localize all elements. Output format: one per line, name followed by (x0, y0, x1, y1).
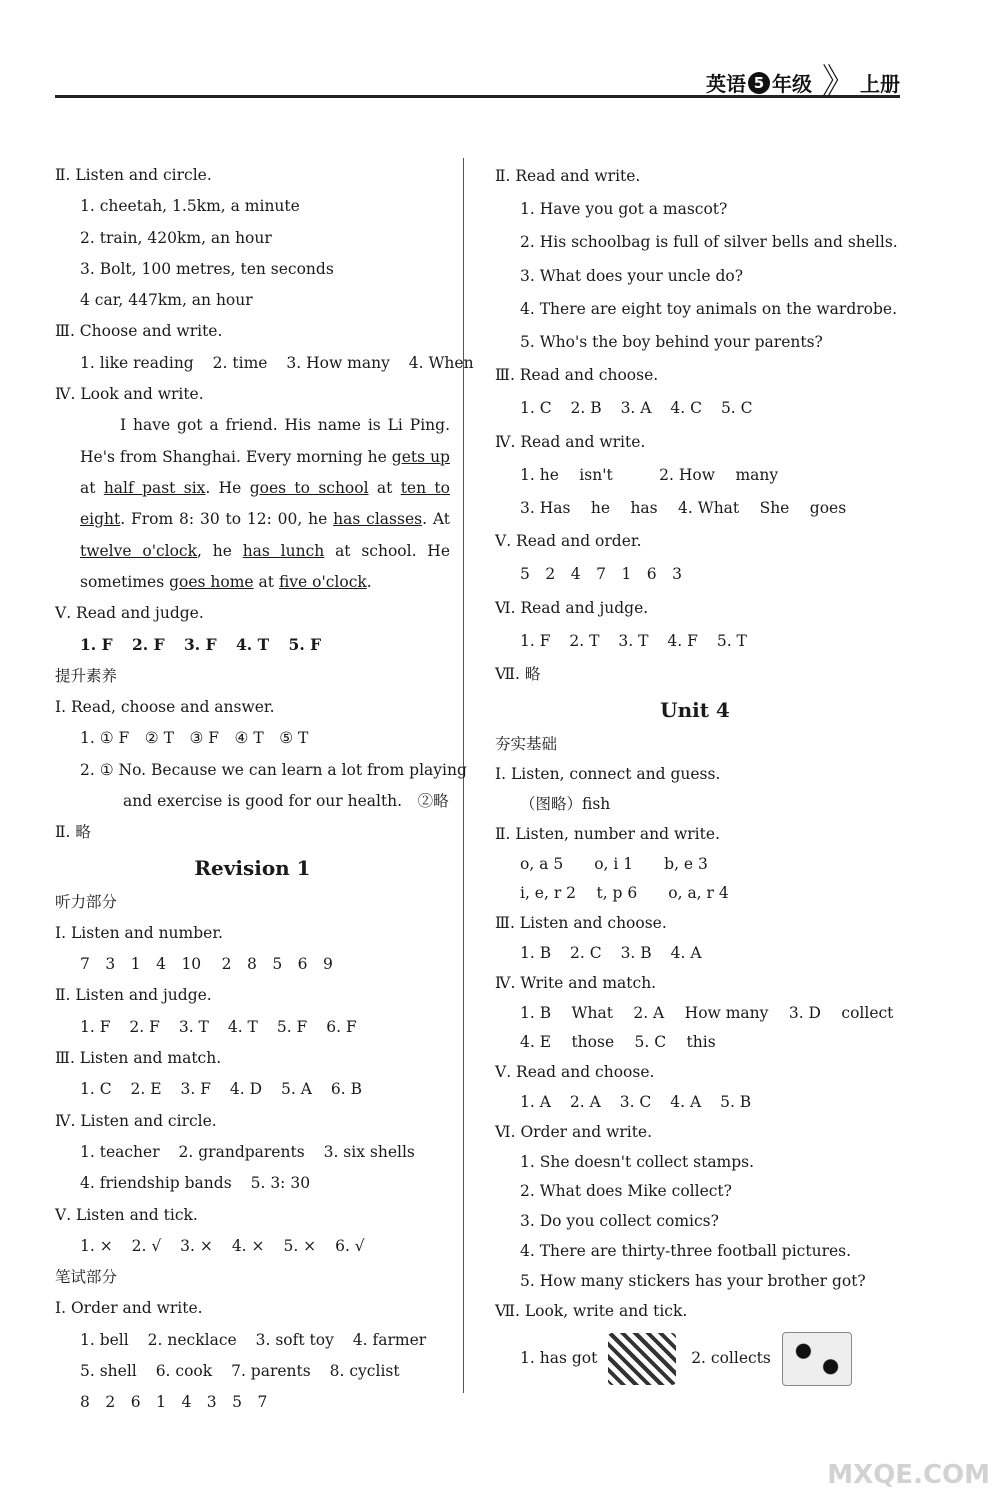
answer-item: 1. B (520, 944, 552, 963)
answer-item: 5. A (281, 1080, 312, 1099)
answer-line (55, 1356, 450, 1387)
answer-line: o, a 5 o, i 1 b, e 3 (520, 854, 708, 873)
section-title: Ⅱ. 略 (55, 823, 91, 842)
section-title: Ⅲ. Choose and write. (55, 322, 223, 341)
answer-item: 4. F (667, 631, 698, 650)
answer-item: 4. C (670, 399, 702, 418)
underlined-answer: goes home (169, 572, 254, 591)
volume-label: 上册 (860, 72, 900, 96)
answer-line: i, e, r 2 t, p 6 o, a, r 4 (520, 884, 729, 903)
answer-item: 4. × (231, 1236, 265, 1255)
answer-item: 1. teacher (80, 1142, 160, 1161)
paragraph-text: at school. He sometimes (80, 541, 450, 591)
answer-item: 2. grandparents (178, 1142, 305, 1161)
answer-line: 3. What does your uncle do? (520, 266, 744, 285)
answer-item: 1. F (80, 635, 113, 655)
answer-line: （图略）fish (520, 795, 611, 814)
section-title: Ⅰ. Listen and number. (55, 923, 223, 942)
answer-item: 1. F (520, 631, 551, 650)
answer-item: 3. × (180, 1236, 213, 1255)
answer-line: 4. E those 5. C this (520, 1033, 716, 1052)
answer-line: 1. Have you got a mascot? (520, 200, 728, 219)
category-heading: 笔试部分 (55, 1268, 118, 1287)
answer-line (495, 939, 895, 969)
answer-line (55, 629, 450, 660)
underlined-answer: half past six (103, 478, 206, 497)
left-column (55, 160, 474, 1412)
section-title: Ⅴ. Read and order. (495, 532, 642, 551)
underlined-answer: twelve o'clock (80, 541, 197, 560)
answer-line: 2. What does Mike collect? (520, 1182, 732, 1201)
grade-label: 年级 (772, 72, 812, 96)
answer-item: 2. time (212, 353, 268, 372)
answer-item: 2. collects (691, 1349, 771, 1368)
answer-line (55, 1325, 450, 1356)
answer-line: 1. cheetah, 1.5km, a minute (80, 197, 300, 216)
answer-item: 5. T (716, 631, 747, 650)
answer-item: 5. × (283, 1236, 317, 1255)
answer-item: 2. necklace (147, 1330, 237, 1349)
underlined-answer: has classes (333, 510, 423, 529)
answer-item: 2. √ (131, 1236, 162, 1255)
answer-item: 4. T (236, 635, 270, 655)
page-header (55, 60, 900, 102)
answer-item: 1. like reading (80, 353, 194, 372)
stickers-image-icon (608, 1333, 676, 1385)
answer-item: 6. B (330, 1080, 362, 1099)
answer-item: 5. F (288, 635, 322, 655)
section-title: Ⅳ. Read and write. (495, 432, 646, 451)
answer-item: 8. cyclist (329, 1361, 400, 1380)
category-heading: 听力部分 (55, 892, 118, 911)
section-title: Ⅲ. Listen and match. (55, 1049, 222, 1068)
category-heading: 提升素养 (55, 666, 118, 685)
answer-item: 2. A (569, 1093, 601, 1112)
answer-line (495, 625, 895, 658)
answer-item: 6. √ (335, 1236, 365, 1255)
subject-label: 英语 (706, 72, 746, 96)
section-title: Ⅳ. Look and write. (55, 385, 204, 404)
answer-item: 2. E (130, 1080, 162, 1099)
answer-line: and exercise is good for our health. ②略 (123, 791, 449, 810)
section-title: Ⅴ. Read and choose. (495, 1063, 655, 1082)
panda-pictures-image-icon (782, 1332, 852, 1386)
answer-line: 1. he isn't 2. How many (520, 465, 779, 484)
section-title: Ⅱ. Listen and judge. (55, 986, 212, 1005)
answer-item: 2. B (570, 399, 602, 418)
answer-line (495, 1332, 895, 1386)
unit-title: Unit 4 (660, 698, 730, 723)
section-title: Ⅰ. Listen, connect and guess. (495, 765, 721, 784)
answer-item: 2. T (569, 631, 600, 650)
answer-line (55, 348, 474, 379)
paragraph-text: at (368, 478, 401, 497)
answer-line: 8 2 6 1 4 3 5 7 (80, 1393, 268, 1412)
section-title: Ⅳ. Listen and circle. (55, 1111, 217, 1130)
answer-item: 1. C (520, 399, 552, 418)
paragraph-text: . From 8: 30 to 12: 00, he (120, 510, 334, 529)
answer-line: 4 car, 447km, an hour (80, 291, 253, 310)
grade-number-badge: 5 (748, 72, 770, 94)
section-title: Ⅲ. Read and choose. (495, 366, 659, 385)
answer-line (55, 1168, 450, 1199)
answer-line: 7 3 1 4 10 2 8 5 6 9 (80, 955, 333, 974)
section-title: Ⅲ. Listen and choose. (495, 914, 667, 933)
answer-line (495, 1088, 895, 1118)
answer-item: 3. six shells (323, 1142, 415, 1161)
answer-item: 4. T (227, 1017, 258, 1036)
paragraph-text: . (366, 572, 372, 591)
section-title: Ⅰ. Read, choose and answer. (55, 698, 275, 717)
double-chevron-icon: 》 (822, 62, 848, 102)
underlined-answer: five o'clock (278, 572, 367, 591)
answer-item: 3. A (620, 399, 652, 418)
answer-item: 3. How many (286, 353, 390, 372)
answer-line (495, 392, 895, 425)
answer-item: 4. D (229, 1080, 263, 1099)
revision-title: Revision 1 (194, 855, 311, 880)
section-title: Ⅵ. Order and write. (495, 1122, 653, 1141)
answer-line: 1. B What 2. A How many 3. D collect (520, 1003, 894, 1022)
answer-line: 4. There are eight toy animals on the wardrobe. (520, 299, 898, 318)
answer-line: 2. train, 420km, an hour (80, 228, 272, 247)
answer-line (55, 1074, 450, 1105)
paragraph-text: I have got a friend. His name is Li Ping. He's from Shanghai. Every morning he (80, 416, 450, 466)
right-column (495, 160, 898, 1395)
answer-item: 5. C (720, 399, 753, 418)
category-heading: 夯实基础 (495, 735, 558, 754)
answer-item: 3. B (620, 944, 652, 963)
answer-item: 5. 3: 30 (250, 1174, 311, 1193)
answer-item: 7. parents (231, 1361, 311, 1380)
answer-item: 4. When (408, 353, 474, 372)
answer-item: 3. T (178, 1017, 209, 1036)
section-title: Ⅰ. Order and write. (55, 1299, 203, 1318)
answer-item: 5. shell (80, 1361, 137, 1380)
underlined-answer: has lunch (242, 541, 325, 560)
answer-line: 4. There are thirty-three football pictures. (520, 1242, 852, 1260)
section-title: Ⅴ. Read and judge. (55, 604, 204, 623)
section-title: Ⅶ. 略 (495, 665, 541, 684)
paragraph-text: . At (422, 510, 451, 529)
paragraph-text: , he (197, 541, 243, 560)
answer-item: 4. A (670, 1093, 702, 1112)
answer-item: 1. has got (520, 1349, 598, 1368)
paragraph-text: at (80, 478, 104, 497)
header-title (706, 62, 900, 103)
answer-line: 3. Bolt, 100 metres, ten seconds (80, 259, 334, 278)
answer-line: 5. Who's the boy behind your parents? (520, 333, 823, 352)
unit4-answers (495, 760, 895, 1386)
answer-item: 3. soft toy (255, 1330, 334, 1349)
watermark-logo: MXQE.COM (827, 1460, 990, 1490)
answer-item: 4. friendship bands (80, 1174, 232, 1193)
answer-item: 1. × (80, 1236, 113, 1255)
answer-item: 1. A (520, 1093, 551, 1112)
answer-line: 3. Do you collect comics? (520, 1212, 719, 1231)
answer-item: 3. T (618, 631, 649, 650)
answer-item: 5. F (276, 1017, 308, 1036)
section-title: Ⅱ. Read and write. (495, 167, 641, 185)
answer-item: 4. farmer (352, 1330, 427, 1349)
section-title: Ⅶ. Look, write and tick. (495, 1301, 688, 1320)
answer-item: 3. C (619, 1093, 652, 1112)
section-title: Ⅳ. Write and match. (495, 973, 657, 992)
answer-item: 3. F (180, 1080, 211, 1099)
answer-line: 1. She doesn't collect stamps. (520, 1152, 755, 1171)
section-title: Ⅵ. Read and judge. (495, 598, 649, 617)
answer-item: 1. F (80, 1017, 111, 1036)
answer-line (55, 1137, 450, 1168)
section-title: Ⅴ. Listen and tick. (55, 1205, 198, 1224)
answer-line: 1. ① F ② T ③ F ④ T ⑤ T (80, 729, 309, 748)
fill-in-paragraph (55, 410, 450, 598)
section-title: Ⅱ. Listen, number and write. (495, 824, 720, 843)
underlined-answer: goes to school (249, 478, 369, 497)
answer-item: 4. A (670, 944, 702, 963)
paragraph-text: at (253, 572, 279, 591)
answer-item: 6. cook (155, 1361, 213, 1380)
section-title: Ⅱ. Listen and circle. (55, 166, 212, 184)
answer-item: 3. F (184, 635, 217, 655)
answer-line (55, 1012, 450, 1043)
answer-line (55, 1231, 450, 1262)
answer-line: 3. Has he has 4. What She goes (520, 499, 847, 518)
answer-line: 2. ① No. Because we can learn a lot from playing (80, 760, 467, 779)
underlined-answer: gets up (391, 447, 450, 466)
answer-item: 6. F (326, 1017, 357, 1036)
answer-line: 5. How many stickers has your brother got? (520, 1271, 866, 1290)
answer-item: 5. B (720, 1093, 752, 1112)
underlined-answer: ten to eight (80, 478, 450, 529)
paragraph-text: . He (205, 478, 250, 497)
answer-line: 5 2 4 7 1 6 3 (520, 565, 683, 584)
answer-line: 2. His schoolbag is full of silver bells and shells. (520, 233, 898, 252)
answer-item: 2. F (129, 1017, 160, 1036)
answer-item: 1. C (80, 1080, 112, 1099)
answer-item: 2. F (132, 635, 165, 655)
answer-item: 2. C (570, 944, 602, 963)
answer-item: 1. bell (80, 1330, 129, 1349)
